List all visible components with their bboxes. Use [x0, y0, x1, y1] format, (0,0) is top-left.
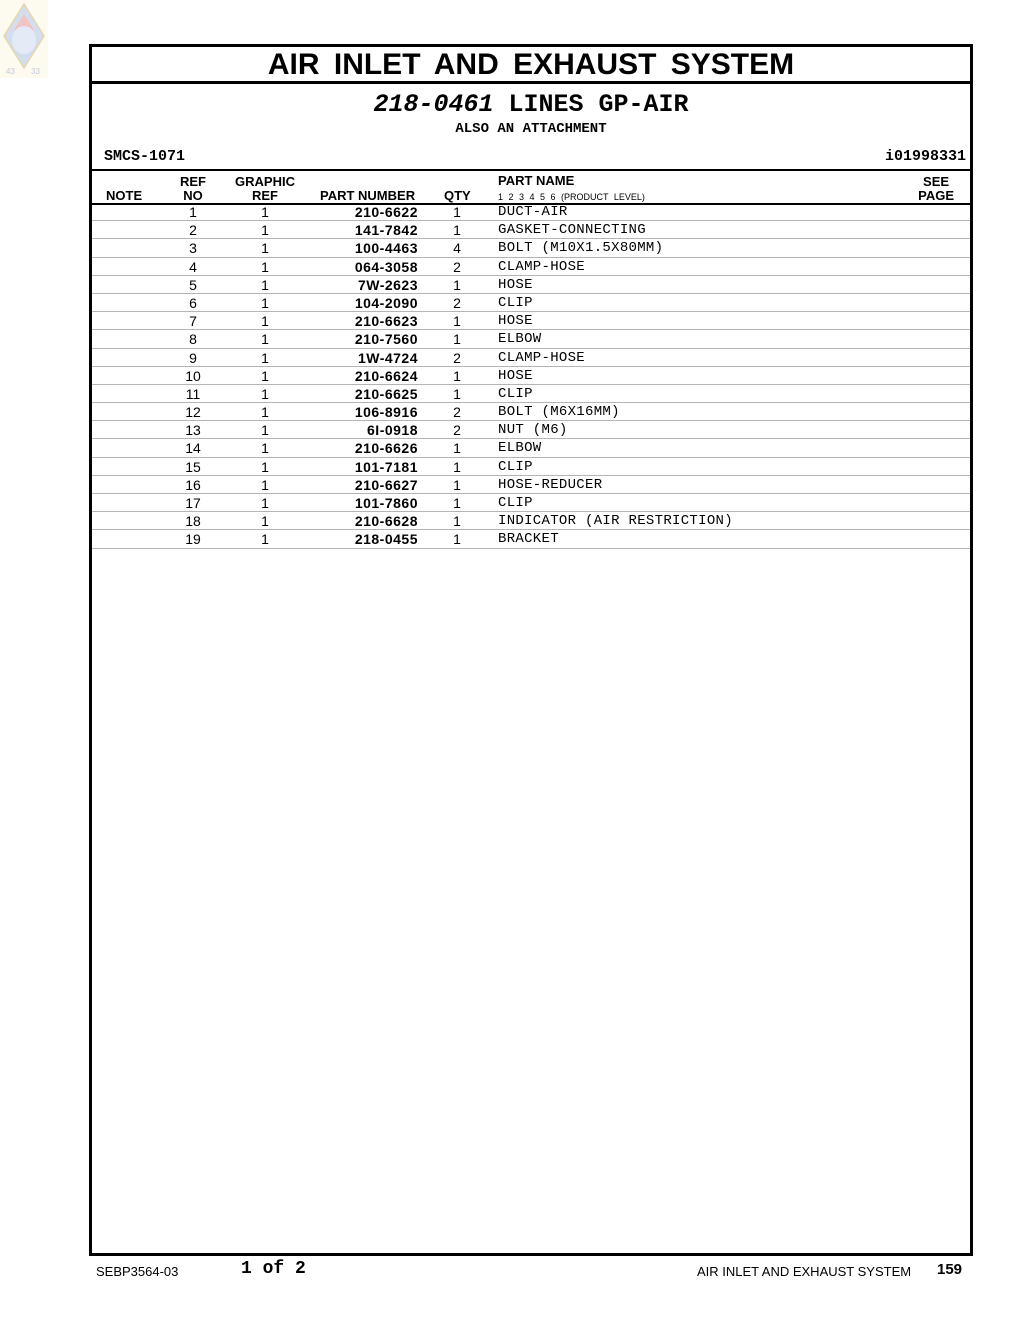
ref-no-cell: 13: [185, 422, 201, 439]
group-heading: [92, 90, 970, 120]
qty-cell: 1: [453, 458, 461, 475]
qty-cell: 1: [453, 513, 461, 530]
graphic-ref-cell: 1: [261, 422, 269, 439]
footer-page-of: 1 of 2: [241, 1259, 306, 1279]
qty-cell: 1: [453, 476, 461, 493]
part-name-cell: CLAMP-HOSE: [498, 258, 586, 275]
table-row: [92, 203, 970, 221]
ref-no-cell: 1: [189, 204, 197, 220]
qty-cell: 1: [453, 204, 461, 220]
smcs-code: SMCS-1071: [104, 148, 186, 165]
header-note: NOTE: [106, 188, 143, 203]
part-name-cell: HOSE-REDUCER: [498, 476, 603, 493]
part-name-cell: INDICATOR (AIR RESTRICTION): [498, 513, 733, 530]
part-name-cell: BOLT (M6X16MM): [498, 404, 620, 421]
part-number-cell: 064-3058: [354, 258, 418, 275]
qty-cell: 1: [453, 495, 461, 511]
qty-cell: 1: [453, 331, 461, 348]
part-name-cell: DUCT-AIR: [498, 204, 568, 220]
qty-cell: 1: [453, 313, 461, 330]
footer-section: AIR INLET AND EXHAUST SYSTEM: [697, 1264, 912, 1279]
ref-no-cell: 4: [189, 258, 197, 275]
table-row: [92, 439, 970, 457]
table-row: [92, 403, 970, 421]
part-name-cell: HOSE: [498, 367, 533, 384]
header-part-number: PART NUMBER: [320, 188, 416, 203]
table-row: [92, 330, 970, 348]
graphic-ref-cell: 1: [261, 313, 269, 330]
part-number-cell: 210-6622: [354, 204, 418, 220]
qty-cell: 2: [453, 294, 461, 311]
graphic-ref-cell: 1: [261, 404, 269, 421]
part-number-cell: 101-7181: [354, 458, 418, 475]
parts-table-body: [92, 203, 970, 549]
graphic-ref-cell: 1: [261, 385, 269, 402]
graphic-ref-cell: 1: [261, 331, 269, 348]
part-number-cell: 106-8916: [354, 404, 418, 421]
part-name-cell: GASKET-CONNECTING: [498, 222, 646, 239]
part-number-cell: 6I-0918: [367, 422, 418, 439]
qty-cell: 4: [453, 240, 461, 257]
part-name-cell: CLIP: [498, 385, 533, 402]
part-number-cell: 210-6625: [354, 385, 418, 402]
part-number-cell: 210-6628: [354, 513, 418, 530]
table-row: [92, 476, 970, 494]
part-name-cell: BRACKET: [498, 531, 559, 548]
qty-cell: 1: [453, 276, 461, 293]
table-row: [92, 294, 970, 312]
publisher-logo-icon: [0, 0, 48, 78]
logo-number-left: 43: [6, 67, 15, 76]
part-number-cell: 210-6626: [354, 440, 418, 457]
ref-no-cell: 3: [189, 240, 197, 257]
ref-no-cell: 8: [189, 331, 197, 348]
logo-number-right: 33: [31, 67, 40, 76]
qty-cell: 2: [453, 258, 461, 275]
graphic-ref-cell: 1: [261, 349, 269, 366]
table-row: [92, 312, 970, 330]
graphic-ref-cell: 1: [261, 240, 269, 257]
part-number-cell: 210-6623: [354, 313, 418, 330]
group-part-number: 218-0461: [373, 90, 494, 119]
qty-cell: 1: [453, 440, 461, 457]
table-row: [92, 458, 970, 476]
header-see-page: [918, 175, 954, 203]
part-number-cell: 100-4463: [354, 240, 418, 257]
qty-cell: 2: [453, 422, 461, 439]
part-name-cell: HOSE: [498, 276, 533, 293]
part-number-cell: 1W-4724: [357, 349, 418, 366]
table-row: [92, 421, 970, 439]
part-name-cell: CLIP: [498, 495, 533, 511]
table-row: [92, 385, 970, 403]
part-name-cell: CLIP: [498, 294, 533, 311]
part-name-cell: NUT (M6): [498, 422, 568, 439]
part-number-cell: 210-7560: [354, 331, 418, 348]
table-row: [92, 349, 970, 367]
footer-doc-number: SEBP3564-03: [96, 1264, 179, 1279]
header-product-level: 1 2 3 4 5 6 (PRODUCT LEVEL): [498, 192, 645, 202]
ref-no-cell: 10: [185, 367, 201, 384]
part-name-cell: ELBOW: [498, 440, 542, 457]
qty-cell: 1: [453, 367, 461, 384]
illustration-id: i01998331: [884, 148, 966, 165]
table-row: [92, 276, 970, 294]
qty-cell: 2: [453, 404, 461, 421]
table-row: [92, 367, 970, 385]
footer-page-number: 159: [937, 1261, 963, 1278]
qty-cell: 2: [453, 349, 461, 366]
part-number-cell: 141-7842: [354, 222, 418, 239]
ref-no-cell: 12: [185, 404, 201, 421]
ref-no-cell: 11: [185, 385, 201, 402]
table-row: [92, 239, 970, 257]
ref-no-cell: 9: [189, 349, 197, 366]
header-see-top: SEE: [923, 174, 950, 189]
graphic-ref-cell: 1: [261, 513, 269, 530]
header-graphic-top: GRAPHIC: [235, 174, 295, 189]
part-number-cell: 210-6624: [354, 367, 418, 384]
ref-no-cell: 16: [185, 476, 201, 493]
table-row: [92, 258, 970, 276]
header-see-bottom: PAGE: [918, 188, 954, 203]
graphic-ref-cell: 1: [261, 531, 269, 548]
header-graphic-ref: [230, 175, 300, 203]
page-title: AIR INLET AND EXHAUST SYSTEM: [92, 47, 970, 84]
header-ref-bottom: NO: [183, 188, 203, 203]
part-name-cell: HOSE: [498, 313, 533, 330]
part-number-cell: 210-6627: [354, 476, 418, 493]
graphic-ref-cell: 1: [261, 476, 269, 493]
ref-no-cell: 17: [185, 495, 201, 511]
group-name: LINES GP-AIR: [508, 90, 689, 119]
graphic-ref-cell: 1: [261, 276, 269, 293]
graphic-ref-cell: 1: [261, 258, 269, 275]
ref-no-cell: 6: [189, 294, 197, 311]
table-row: [92, 530, 970, 548]
graphic-ref-cell: 1: [261, 367, 269, 384]
ref-no-cell: 2: [189, 222, 197, 239]
qty-cell: 1: [453, 222, 461, 239]
part-name-cell: BOLT (M10X1.5X80MM): [498, 240, 664, 257]
graphic-ref-cell: 1: [261, 458, 269, 475]
part-number-cell: 101-7860: [354, 495, 418, 511]
attachment-note: ALSO AN ATTACHMENT: [455, 121, 607, 137]
graphic-ref-cell: 1: [261, 440, 269, 457]
ref-no-cell: 14: [185, 440, 201, 457]
part-number-cell: 218-0455: [354, 531, 418, 548]
page-footer: [0, 1258, 1020, 1282]
header-qty: QTY: [444, 188, 471, 203]
smcs-row: [92, 146, 970, 166]
table-header: [92, 169, 970, 205]
ref-no-cell: 7: [189, 313, 197, 330]
header-part-name: PART NAME: [498, 173, 575, 188]
ref-no-cell: 5: [189, 276, 197, 293]
header-ref-no: [172, 175, 214, 203]
qty-cell: 1: [453, 531, 461, 548]
part-number-cell: 7W-2623: [357, 276, 418, 293]
part-number-cell: 104-2090: [354, 294, 418, 311]
table-row: [92, 494, 970, 512]
ref-no-cell: 18: [185, 513, 201, 530]
graphic-ref-cell: 1: [261, 495, 269, 511]
qty-cell: 1: [453, 385, 461, 402]
table-row: [92, 512, 970, 530]
table-row: [92, 221, 970, 239]
part-name-cell: CLIP: [498, 458, 533, 475]
graphic-ref-cell: 1: [261, 294, 269, 311]
ref-no-cell: 19: [185, 531, 201, 548]
ref-no-cell: 15: [185, 458, 201, 475]
graphic-ref-cell: 1: [261, 204, 269, 220]
part-name-cell: CLAMP-HOSE: [498, 349, 586, 366]
header-graphic-bottom: REF: [252, 188, 278, 203]
page-frame: [89, 44, 973, 1256]
graphic-ref-cell: 1: [261, 222, 269, 239]
part-name-cell: ELBOW: [498, 331, 542, 348]
header-ref-top: REF: [180, 174, 206, 189]
